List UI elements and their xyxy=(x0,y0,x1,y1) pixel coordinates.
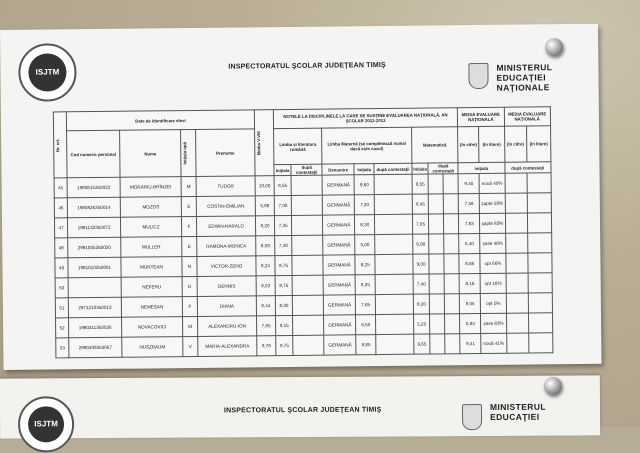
logo-text-2: ISJTM xyxy=(28,406,65,443)
exam-notes-header: NOTELE LA DISCIPLINELE LA CARE SE SUSŢINE EVALUAREA NAŢIONALĂ, AN ŞCOLAR 2012-2013 xyxy=(273,108,457,129)
cell-first: RAMONA-MONICA xyxy=(197,236,256,257)
sub-lm-dupa: după contestaţii xyxy=(374,163,412,174)
cell-ro: 8,75 xyxy=(275,275,292,295)
cell-avg: 9,78 xyxy=(257,336,276,356)
cell-cnp: 1980815350022 xyxy=(67,177,120,198)
empty-cell xyxy=(527,193,551,213)
col-in-cifre-2: (în cifre) xyxy=(504,126,527,162)
cell-nr: 47 xyxy=(54,218,67,238)
cell-cnp xyxy=(68,277,121,298)
cell-fig: 7,83 xyxy=(459,213,480,233)
cell-lm: 8,30 xyxy=(355,215,375,235)
cell-fig: 8,05 xyxy=(459,293,480,313)
empty-cell xyxy=(444,194,459,214)
cell-fig: 8,16 xyxy=(459,273,480,293)
cell-lang: GERMANĂ xyxy=(322,175,354,195)
cell-avg: 7,65 xyxy=(257,316,276,336)
cell-lm: 8,35 xyxy=(355,275,375,295)
ministry-header-2 xyxy=(490,402,546,422)
cell-first: MARIA-ALEXANDRA xyxy=(198,336,257,357)
cell-first: COSTIN-EMILIAN xyxy=(196,196,255,217)
cell-words: şase 83% xyxy=(481,313,506,333)
cell-ro: 7,00 xyxy=(274,195,291,215)
cell-avg: 6,88 xyxy=(255,196,274,216)
empty-cell xyxy=(429,234,444,254)
cell-nr: 45 xyxy=(54,178,67,198)
empty-cell xyxy=(375,274,413,294)
isjtm-logo-2 xyxy=(18,396,74,452)
inspectorate-header: INSPECTORATUL ŞCOLAR JUDEŢEAN TIMIŞ xyxy=(228,61,386,71)
cell-mat: 7,85 xyxy=(412,214,429,234)
cell-words: opt 66% xyxy=(480,253,505,273)
pushpin-icon-2 xyxy=(544,377,562,395)
sub-ro-initiala: Iniţiala xyxy=(274,164,291,175)
empty-cell xyxy=(506,313,529,333)
cell-first: TUDOR xyxy=(196,176,255,197)
sub-lm-denumire: Denumire xyxy=(322,164,354,175)
coat-of-arms-icon xyxy=(468,63,488,89)
col-initial: Iniţiala tată xyxy=(181,129,196,176)
empty-cell xyxy=(430,294,445,314)
cell-nr: 50 xyxy=(55,278,68,298)
cell-words: opt 16% xyxy=(480,273,505,293)
col-first-name: Prenume xyxy=(196,129,255,177)
empty-cell xyxy=(292,235,323,255)
cell-cnp: 1980826350014 xyxy=(67,197,120,218)
cell-lm: 7,30 xyxy=(354,195,374,215)
cell-mat: 6,80 xyxy=(412,234,429,254)
empty-cell xyxy=(291,195,322,215)
col-mother-tongue: Limba Maternă (se completează numai dacă este cazul) xyxy=(322,127,412,164)
cell-lang: GERMANĂ xyxy=(324,295,356,315)
results-sheet xyxy=(0,24,602,370)
sub-nat-initiala: iniţiala xyxy=(458,162,504,173)
empty-cell xyxy=(528,253,552,273)
cell-cnp: 2971210350013 xyxy=(68,297,121,318)
col-cnp: Cod numeric personal xyxy=(67,130,120,178)
cell-fig: 9,40 xyxy=(458,173,479,193)
cell-words: şase 40% xyxy=(480,233,505,253)
second-sheet xyxy=(0,375,600,438)
empty-cell xyxy=(293,295,324,315)
cell-name: NEMEŞAN xyxy=(121,297,182,318)
empty-cell xyxy=(429,214,444,234)
empty-cell xyxy=(443,174,458,194)
empty-cell xyxy=(444,274,459,294)
cell-first: VICTOR-ZENO xyxy=(197,256,256,277)
empty-cell xyxy=(375,234,413,254)
empty-cell xyxy=(506,273,529,293)
cell-nr: 48 xyxy=(55,238,68,258)
empty-cell xyxy=(528,273,552,293)
cell-mat: 9,65 xyxy=(413,334,430,354)
empty-cell xyxy=(505,193,528,213)
cell-nr: 46 xyxy=(54,198,67,218)
empty-cell xyxy=(376,334,414,354)
empty-cell xyxy=(429,274,444,294)
col-math: Matematică xyxy=(411,127,458,163)
cell-mat: 9,55 xyxy=(412,174,429,194)
cell-first: EDWIN-HARALD xyxy=(196,216,255,237)
cell-initial: E xyxy=(181,196,196,216)
cell-nr: 52 xyxy=(56,318,69,338)
empty-cell xyxy=(445,314,460,334)
col-romanian: Limba şi literatura română xyxy=(274,128,323,165)
empty-cell xyxy=(505,213,528,233)
ministry-line-2-b: EDUCAŢIEI xyxy=(490,411,540,423)
cell-mat: 8,45 xyxy=(412,194,429,214)
cell-words: nouă 40% xyxy=(479,173,504,193)
empty-cell xyxy=(429,254,444,274)
isjtm-logo xyxy=(18,43,77,102)
cell-first: ALEXANDRU-ION xyxy=(198,316,257,337)
cell-initial: F xyxy=(181,216,196,236)
cell-nr: 53 xyxy=(56,338,69,358)
col-in-litere-2: (în litere) xyxy=(526,126,550,162)
empty-cell xyxy=(292,215,323,235)
pushpin-icon xyxy=(545,38,563,56)
empty-cell xyxy=(505,233,528,253)
empty-cell xyxy=(375,254,413,274)
results-table xyxy=(53,106,554,358)
cell-cnp: 2980408350067 xyxy=(69,337,122,358)
ministry-line-3: NAŢIONALE xyxy=(496,82,550,93)
sub-contested-dupa: după contestaţii xyxy=(504,162,551,173)
sub-ro-dupa: după contestaţii xyxy=(291,164,322,175)
cell-ro: 7,35 xyxy=(274,215,291,235)
cell-lm: 6,50 xyxy=(356,315,376,335)
coat-of-arms-icon-2 xyxy=(462,404,482,430)
cell-fig: 6,40 xyxy=(459,233,480,253)
col-name: Nume xyxy=(120,130,181,178)
cell-fig: 6,83 xyxy=(460,313,481,333)
empty-cell xyxy=(430,314,445,334)
col-in-litere: (în litere) xyxy=(479,126,505,162)
cell-initial: M xyxy=(183,316,198,336)
cell-ro: 8,75 xyxy=(275,255,292,275)
cell-words: opt 5% xyxy=(481,293,506,313)
col-avg: Media V-VIII xyxy=(254,110,274,176)
cell-lm: 8,85 xyxy=(356,335,376,355)
cell-lm: 7,65 xyxy=(355,295,375,315)
empty-cell xyxy=(444,234,459,254)
cell-cnp: 2981005350020 xyxy=(68,237,121,258)
cell-avg: 8,53 xyxy=(256,276,275,296)
cell-nr: 49 xyxy=(55,258,68,278)
cell-name: MORARIU-BRÎNZEI xyxy=(120,177,181,198)
empty-cell xyxy=(292,255,323,275)
identification-header: Date de identificare elevi xyxy=(66,110,254,131)
logo-text: ISJTM xyxy=(28,53,66,91)
cell-lang: GERMANĂ xyxy=(323,255,355,275)
empty-cell xyxy=(527,173,551,193)
cell-ro: 9,75 xyxy=(276,335,293,355)
empty-cell xyxy=(527,213,551,233)
cell-lang: GERMANĂ xyxy=(323,215,355,235)
empty-cell xyxy=(528,313,552,333)
cell-name: MOZOS xyxy=(120,197,181,218)
cell-nr: 51 xyxy=(55,298,68,318)
empty-cell xyxy=(529,333,553,353)
cell-words: nouă 41% xyxy=(481,333,506,353)
col-in-cifre: (în cifre) xyxy=(458,126,480,162)
cell-initial: F xyxy=(182,296,197,316)
empty-cell xyxy=(375,214,413,234)
cell-lm: 9,60 xyxy=(354,175,374,195)
cell-lang: GERMANĂ xyxy=(324,335,356,355)
empty-cell xyxy=(528,233,552,253)
cell-fig: 8,66 xyxy=(459,253,480,273)
cell-ro: 7,40 xyxy=(275,235,292,255)
cell-initial: M xyxy=(181,176,196,196)
cell-fig: 7,58 xyxy=(458,193,479,213)
empty-cell xyxy=(291,175,322,195)
empty-cell xyxy=(374,174,412,194)
cell-initial: D xyxy=(182,276,197,296)
cell-avg: 10,00 xyxy=(255,176,274,196)
sub-mat-initiala: Iniţiala xyxy=(412,163,429,174)
inspectorate-header-2: INSPECTORATUL ŞCOLAR JUDEŢEAN TIMIŞ xyxy=(224,406,382,415)
cell-avg: 8,09 xyxy=(256,236,275,256)
sub-lm-initiala: Iniţiala xyxy=(354,164,374,175)
ministry-line-1: MINISTERUL xyxy=(496,62,553,73)
cell-cnp: 1981010350061 xyxy=(68,257,121,278)
empty-cell xyxy=(505,173,528,193)
cell-words: şapte 58% xyxy=(480,193,505,213)
national-average-header: MEDIA EVALUARE NAŢIONALĂ xyxy=(457,107,504,126)
empty-cell xyxy=(429,194,444,214)
empty-cell xyxy=(292,275,323,295)
cell-name: NEFERU xyxy=(121,277,182,298)
cell-name: MULICZ xyxy=(120,217,181,238)
empty-cell xyxy=(293,335,324,355)
cell-cnp: 1981132350072 xyxy=(67,217,120,238)
sub-mat-dupa: după contestaţii xyxy=(428,163,458,174)
cell-mat: 8,20 xyxy=(413,294,430,314)
table-row xyxy=(56,333,553,358)
cell-mat: 9,00 xyxy=(413,254,430,274)
empty-cell xyxy=(528,293,552,313)
cell-ro: 8,65 xyxy=(274,175,291,195)
empty-cell xyxy=(444,214,459,234)
cell-name: NOVACOVICI xyxy=(122,317,183,338)
cell-initial: E xyxy=(182,236,197,256)
cell-lm: 5,00 xyxy=(355,235,375,255)
cell-avg: 8,20 xyxy=(255,216,274,236)
ministry-line-2: EDUCAŢIEI xyxy=(496,72,546,83)
empty-cell xyxy=(506,333,529,353)
empty-cell xyxy=(428,174,443,194)
empty-cell xyxy=(376,314,414,334)
cell-lang: GERMANĂ xyxy=(323,235,355,255)
cell-name: MUNTEAN xyxy=(121,257,182,278)
empty-cell xyxy=(506,293,529,313)
cell-name: MULLER xyxy=(121,237,182,258)
cell-fig: 9,41 xyxy=(460,333,481,353)
cell-lang: GERMANĂ xyxy=(324,315,356,335)
cell-mat: 5,25 xyxy=(413,314,430,334)
cell-avg: 8,24 xyxy=(256,256,275,276)
col-nr: Nr. crt. xyxy=(53,112,67,178)
cell-name: NUSZBAUM xyxy=(122,337,183,358)
cell-cnp: 1980311350026 xyxy=(69,317,122,338)
cell-ro: 8,30 xyxy=(275,295,292,315)
empty-cell xyxy=(505,253,528,273)
cell-lm: 8,25 xyxy=(355,255,375,275)
empty-cell xyxy=(444,254,459,274)
contested-average-header: MEDIA EVALUARE NAŢIONALĂ xyxy=(504,107,551,126)
cell-words: şapte 83% xyxy=(480,213,505,233)
cell-initial: N xyxy=(182,256,197,276)
cell-ro: 9,15 xyxy=(276,315,293,335)
cell-avg: 8,44 xyxy=(256,296,275,316)
empty-cell xyxy=(445,334,460,354)
empty-cell xyxy=(430,334,445,354)
ministry-header xyxy=(496,62,552,93)
cell-lang: GERMANĂ xyxy=(323,195,355,215)
cell-mat: 7,40 xyxy=(413,274,430,294)
empty-cell xyxy=(445,294,460,314)
empty-cell xyxy=(376,294,414,314)
cell-initial: V xyxy=(183,336,198,356)
cell-first: DENNIS xyxy=(197,276,256,297)
cell-first: DIANA xyxy=(197,296,256,317)
empty-cell xyxy=(293,315,324,335)
ministry-line-1-b: MINISTERUL xyxy=(489,401,546,413)
cell-lang: GERMANĂ xyxy=(323,275,355,295)
empty-cell xyxy=(375,194,413,214)
